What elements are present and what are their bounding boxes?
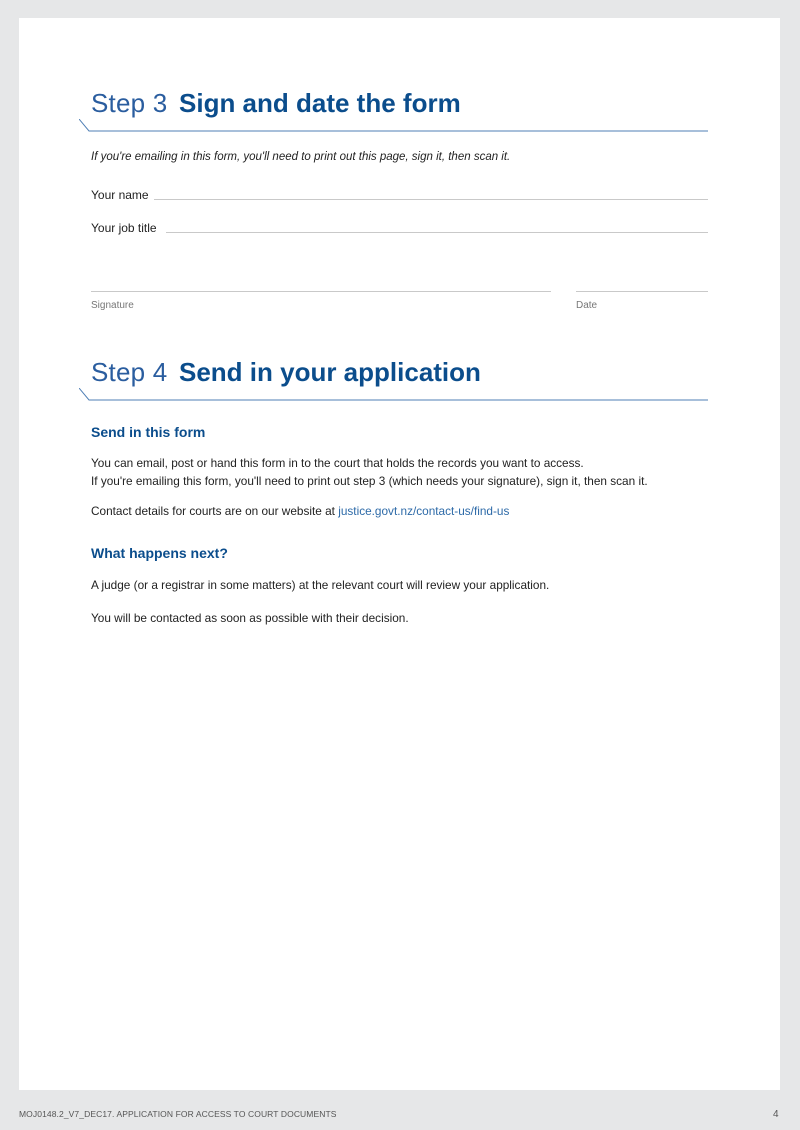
step4-header [91,354,708,394]
document-page [19,18,780,1090]
send-line-2: If you're emailing this form, you'll need to print out step 3 (which needs your signature), sign it, then scan it. [91,474,648,488]
signature-field[interactable] [91,291,551,292]
footer-doc-code: MOJ0148.2_V7_DEC17. APPLICATION FOR ACCESS TO COURT DOCUMENTS [19,1109,337,1119]
job-title-field[interactable] [166,232,708,233]
step4-underline [79,388,709,402]
date-field[interactable] [576,291,708,292]
your-name-field[interactable] [154,199,708,200]
step3-header [91,85,708,125]
step3-number: Step 3 [91,88,168,118]
contact-link[interactable]: justice.govt.nz/contact-us/find-us [338,504,510,518]
next-line-2: You will be contacted as soon as possible with their decision. [91,611,409,625]
step3-note: If you're emailing in this form, you'll need to print out this page, sign it, then scan it. [91,151,511,163]
page-number: 4 [773,1109,779,1120]
send-in-heading: Send in this form [91,424,206,440]
date-label: Date [576,300,598,311]
contact-details [91,502,509,520]
job-title-label: Your job title [91,221,157,235]
signature-label: Signature [91,300,134,311]
step4-title: Send in your application [179,357,481,387]
step4-number: Step 4 [91,357,168,387]
next-line-1: A judge (or a registrar in some matters) at the relevant court will review your application. [91,578,550,592]
send-line-1: You can email, post or hand this form in to the court that holds the records you want to access. [91,456,584,470]
contact-prefix: Contact details for courts are on our website at [91,504,339,518]
your-name-label: Your name [91,188,149,202]
step3-underline [79,119,709,133]
step3-title: Sign and date the form [179,88,461,118]
what-next-heading: What happens next? [91,545,228,561]
